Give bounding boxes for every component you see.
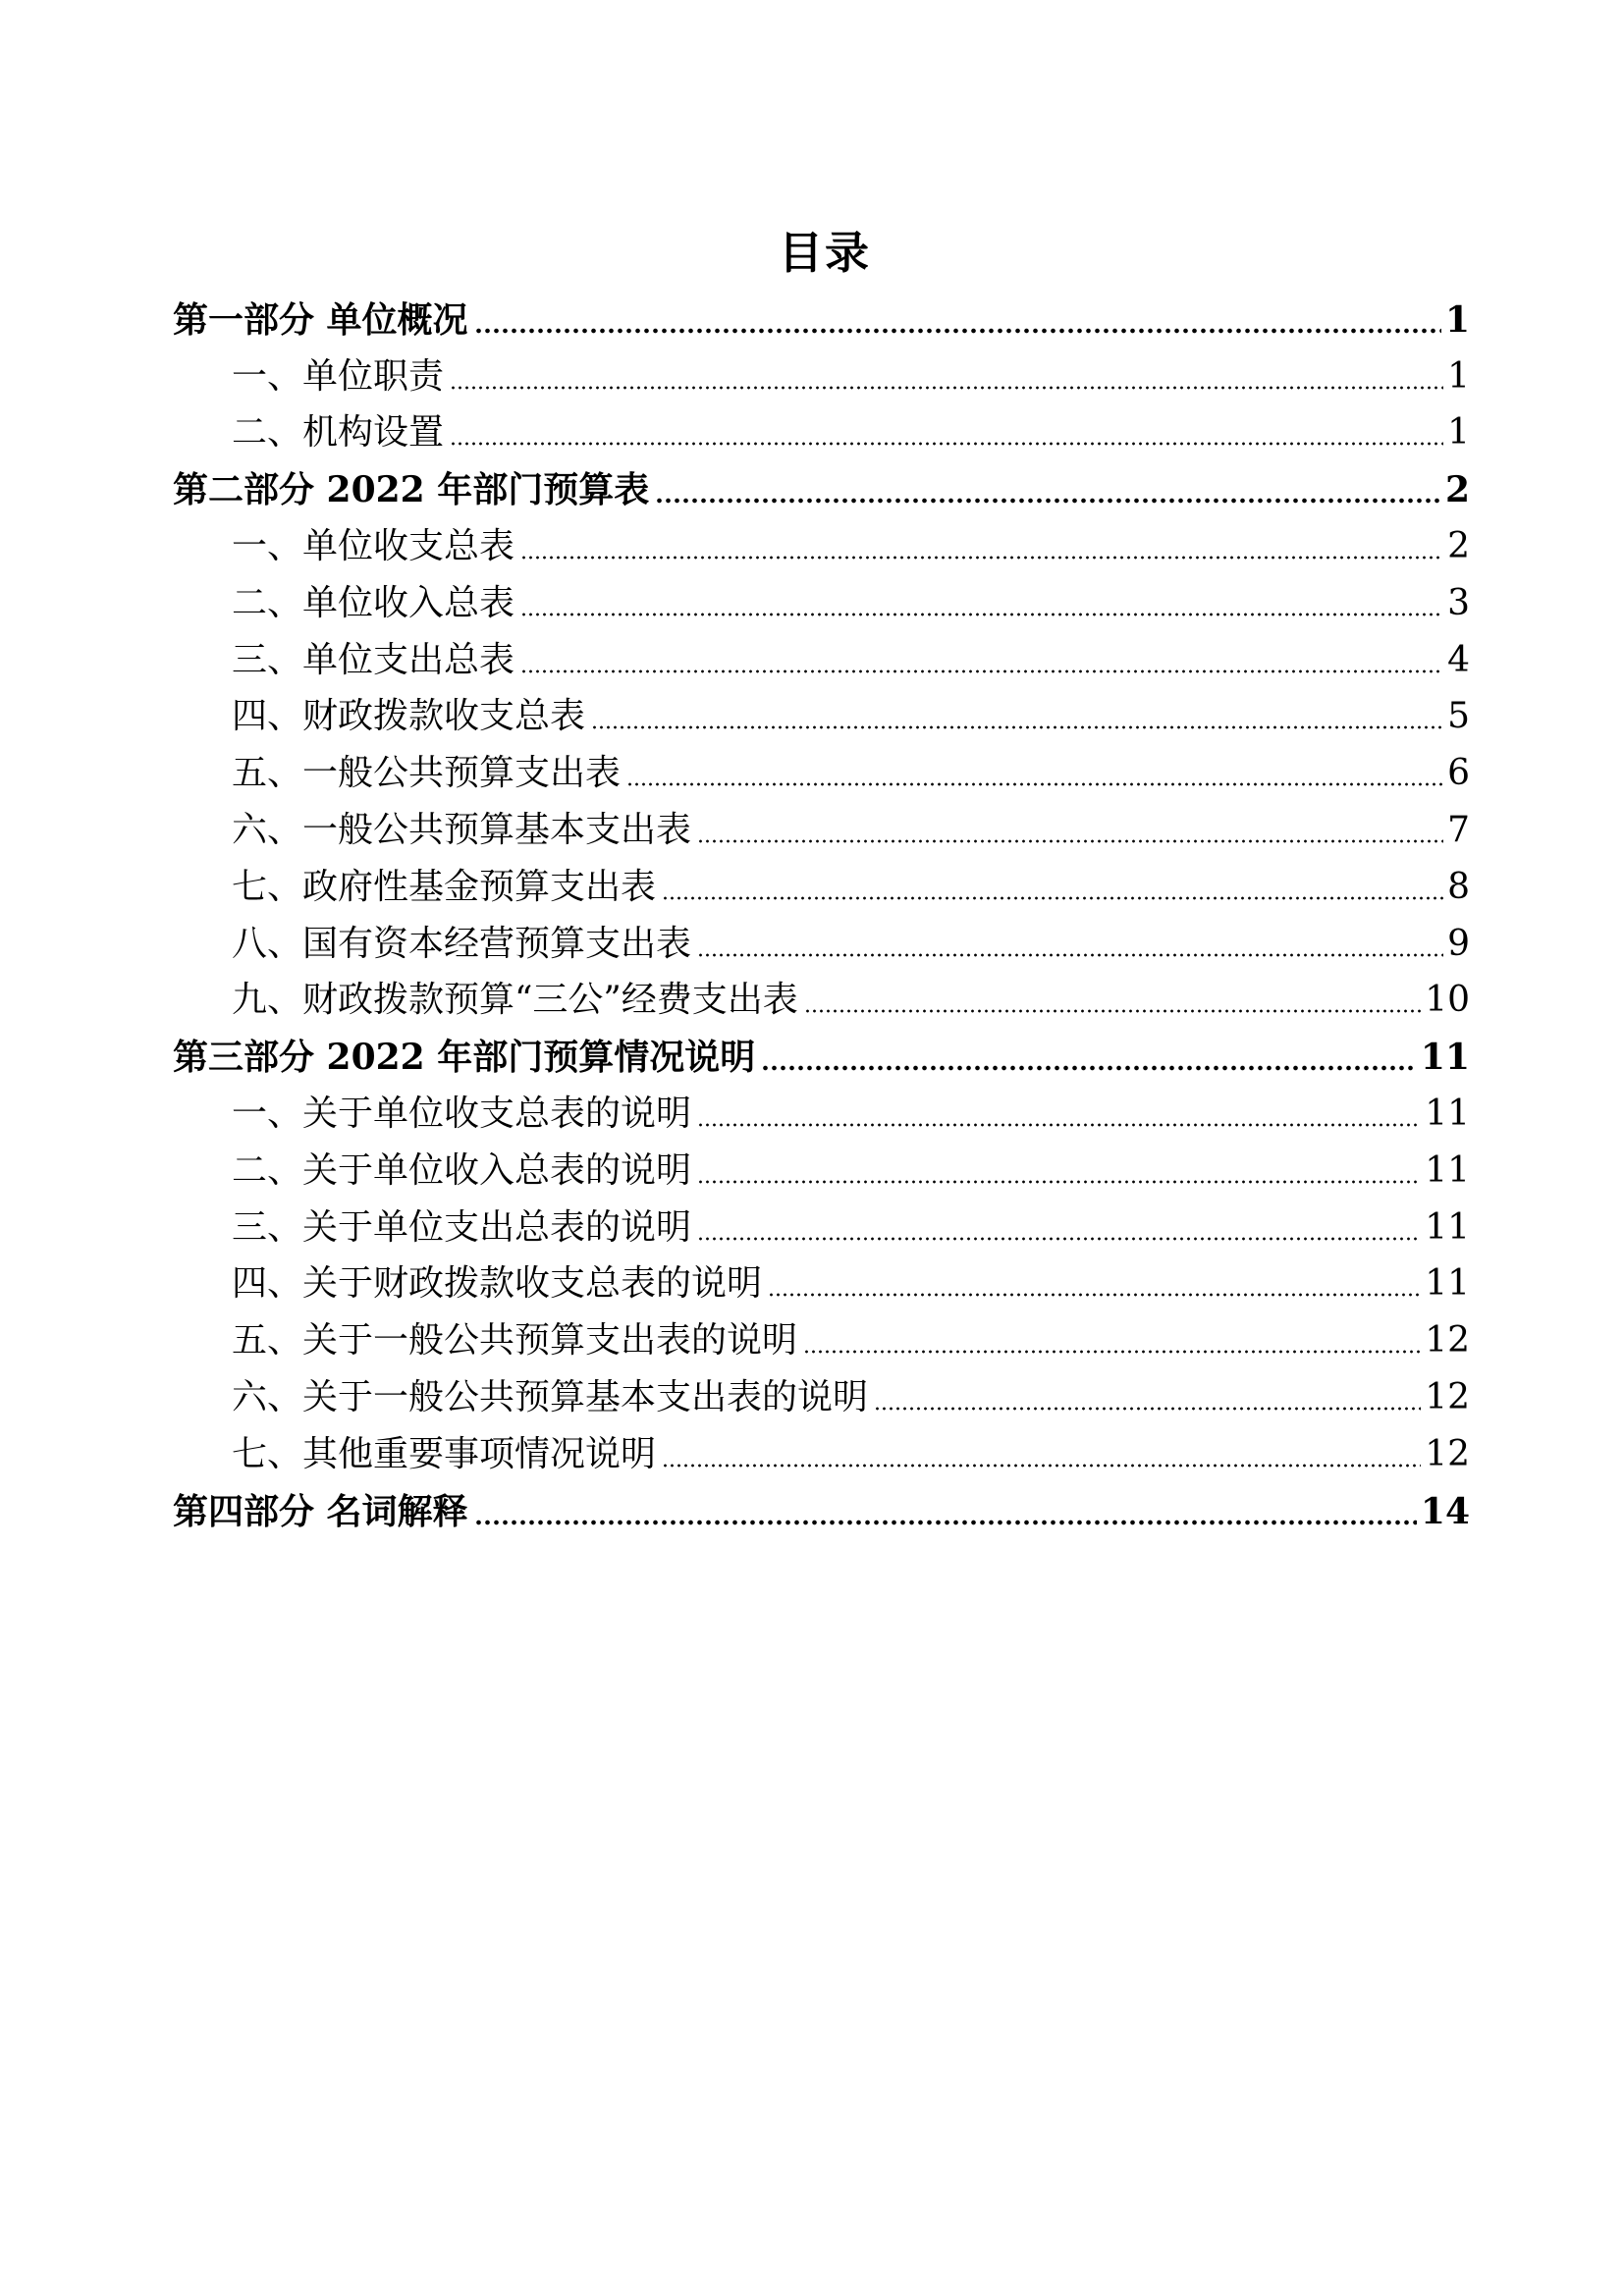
toc-entry-label: 一、关于单位收支总表的说明	[232, 1094, 692, 1135]
toc-part-entry[interactable]	[173, 461, 1470, 518]
toc-page-number: 7	[1447, 810, 1470, 851]
toc-entry-label: 三、单位支出总表	[232, 639, 515, 680]
toc-entry-label: 八、国有资本经营预算支出表	[232, 923, 692, 964]
toc-section-entry[interactable]	[173, 973, 1470, 1030]
toc-section-entry[interactable]	[173, 916, 1470, 973]
toc-page-number: 11	[1425, 1206, 1470, 1248]
toc-entry-label: 四、关于财政拨款收支总表的说明	[232, 1263, 763, 1305]
dot-leader	[697, 1237, 1421, 1241]
toc-section-entry[interactable]	[173, 1312, 1470, 1369]
toc-page-number: 1	[1447, 355, 1470, 397]
dot-leader	[697, 953, 1443, 957]
toc-section-entry[interactable]	[173, 405, 1470, 462]
toc-page-number: 2	[1444, 469, 1470, 511]
toc-page-number: 1	[1447, 412, 1470, 454]
toc-page-number: 12	[1425, 1320, 1470, 1362]
toc-page-number: 11	[1425, 1149, 1470, 1191]
toc-entry-label: 三、关于单位支出总表的说明	[232, 1206, 692, 1248]
toc-title: 目录	[778, 227, 871, 279]
toc-page-number: 9	[1447, 923, 1470, 964]
toc-section-entry[interactable]	[173, 1256, 1470, 1313]
toc-section-entry[interactable]	[173, 1369, 1470, 1426]
toc-entry-label: 五、一般公共预算支出表	[232, 753, 622, 794]
toc-section-entry[interactable]	[173, 1086, 1470, 1143]
dot-leader	[874, 1407, 1421, 1411]
toc-page-number: 8	[1447, 866, 1470, 907]
dot-leader	[697, 1123, 1421, 1127]
toc-page-number: 11	[1425, 1263, 1470, 1305]
toc-page-number: 10	[1425, 980, 1470, 1021]
dot-leader	[474, 328, 1441, 334]
toc-section-entry[interactable]	[173, 1426, 1470, 1483]
toc-entry-label: 二、关于单位收入总表的说明	[232, 1149, 692, 1191]
dot-leader	[697, 839, 1443, 843]
toc-part-entry[interactable]	[173, 1029, 1470, 1086]
dot-leader	[450, 386, 1443, 390]
toc-entry-label: 第一部分 单位概况	[173, 298, 468, 341]
dot-leader	[697, 1180, 1421, 1184]
toc-entry-label: 第三部分 2022 年部门预算情况说明	[173, 1037, 756, 1079]
toc-entry-label: 一、单位收支总表	[232, 526, 515, 567]
dot-leader	[450, 442, 1443, 446]
toc-page-number: 2	[1447, 526, 1470, 567]
toc-entry-label: 七、其他重要事项情况说明	[232, 1433, 657, 1474]
dot-leader	[520, 669, 1443, 673]
toc-entry-label: 二、机构设置	[232, 412, 445, 454]
toc-page-number: 3	[1447, 582, 1470, 623]
toc-page-number: 11	[1420, 1037, 1470, 1079]
toc-page-number: 5	[1447, 696, 1470, 737]
toc-page-number: 6	[1447, 753, 1470, 794]
toc-page-number: 1	[1444, 298, 1470, 341]
toc-entry-label: 九、财政拨款预算“三公”经费支出表	[232, 980, 798, 1021]
toc-page-number: 14	[1420, 1490, 1470, 1532]
dot-leader	[520, 556, 1443, 560]
dot-leader	[591, 725, 1443, 729]
dot-leader	[520, 613, 1443, 616]
dot-leader	[768, 1293, 1421, 1297]
toc-section-entry[interactable]	[173, 1200, 1470, 1256]
toc-section-entry[interactable]	[173, 802, 1470, 859]
dot-leader	[474, 1520, 1417, 1525]
toc-entry-label: 七、政府性基金预算支出表	[232, 866, 657, 907]
toc-section-entry[interactable]	[173, 518, 1470, 575]
toc-section-entry[interactable]	[173, 348, 1470, 405]
dot-leader	[804, 1009, 1421, 1013]
toc-page-number: 12	[1425, 1377, 1470, 1418]
toc-entry-label: 一、单位职责	[232, 355, 445, 397]
dot-leader	[662, 896, 1443, 900]
dot-leader	[655, 498, 1441, 504]
toc-section-entry[interactable]	[173, 1143, 1470, 1200]
toc-entry-label: 五、关于一般公共预算支出表的说明	[232, 1320, 798, 1362]
toc-page-number: 12	[1425, 1433, 1470, 1474]
dot-leader	[662, 1464, 1421, 1468]
toc-page-number: 11	[1425, 1094, 1470, 1135]
dot-leader	[803, 1350, 1421, 1354]
toc-entry-label: 第四部分 名词解释	[173, 1490, 468, 1532]
toc-entry-label: 第二部分 2022 年部门预算表	[173, 469, 650, 511]
toc-section-entry[interactable]	[173, 575, 1470, 632]
dot-leader	[626, 782, 1443, 786]
toc-section-entry[interactable]	[173, 689, 1470, 746]
toc-page-number: 4	[1447, 639, 1470, 680]
toc-part-entry[interactable]	[173, 1483, 1470, 1540]
toc-entry-label: 四、财政拨款收支总表	[232, 696, 586, 737]
toc-section-entry[interactable]	[173, 632, 1470, 689]
table-of-contents	[173, 292, 1470, 1540]
toc-entry-label: 六、一般公共预算基本支出表	[232, 810, 692, 851]
toc-section-entry[interactable]	[173, 859, 1470, 916]
toc-entry-label: 二、单位收入总表	[232, 582, 515, 623]
toc-entry-label: 六、关于一般公共预算基本支出表的说明	[232, 1377, 869, 1418]
toc-section-entry[interactable]	[173, 745, 1470, 802]
dot-leader	[761, 1065, 1417, 1071]
toc-part-entry[interactable]	[173, 292, 1470, 348]
